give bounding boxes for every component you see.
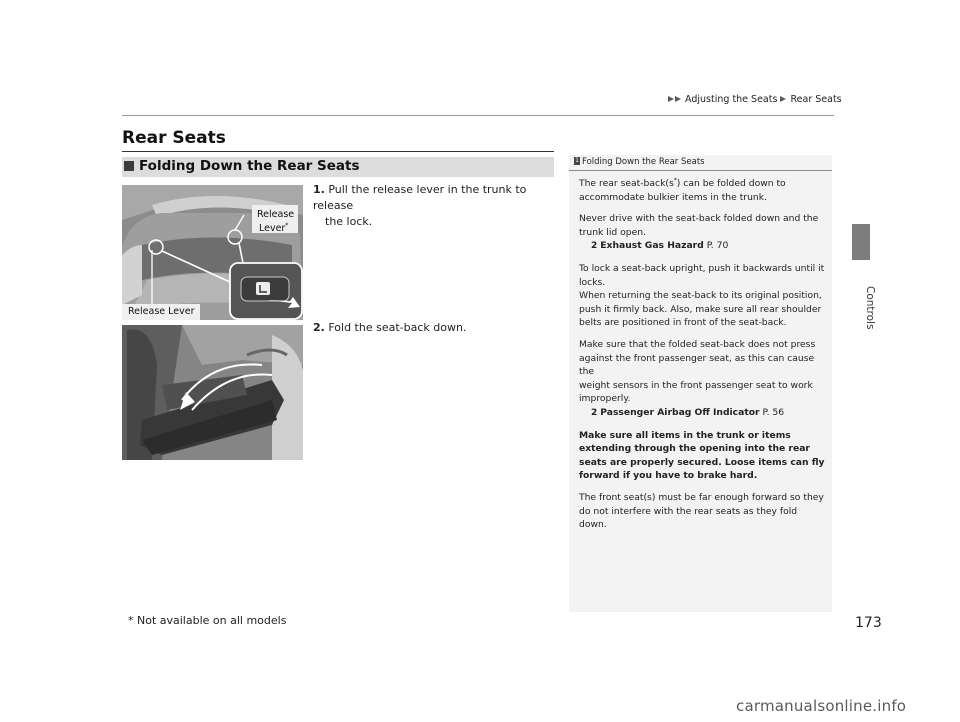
note-text: locks.	[579, 276, 606, 288]
cross-reference-icon: 2	[591, 241, 598, 252]
callout-release: Release	[257, 209, 295, 220]
watermark: carmanualsonline.info	[736, 697, 907, 715]
breadcrumb-item-rear-seats[interactable]: Rear Seats	[790, 94, 842, 105]
title-divider	[122, 151, 554, 152]
cross-reference-label[interactable]: Passenger Airbag Off Indicator	[600, 406, 760, 418]
note-paragraph	[579, 338, 827, 421]
instruction-step-1	[313, 182, 557, 230]
chapter-tab-marker	[852, 224, 870, 260]
cross-reference-icon: 2	[591, 407, 598, 418]
chapter-tab-label[interactable]: Controls	[864, 286, 876, 330]
note-marker-icon: 1	[575, 157, 579, 164]
step-text: Fold the seat-back down.	[328, 321, 467, 334]
cross-reference-page[interactable]: P. 56	[762, 406, 785, 418]
note-paragraph	[579, 491, 827, 532]
side-note-heading	[574, 157, 705, 167]
note-text: ) can be folded down to	[676, 178, 786, 190]
callout-lever-text: Lever	[259, 223, 286, 235]
callout-lever	[259, 220, 288, 234]
note-text: seats are properly secured. Loose items can fly	[579, 456, 825, 468]
note-text: weight sensors in the front passenger seat to work	[579, 379, 813, 391]
seat-fold-illustration	[122, 325, 303, 460]
breadcrumb-arrow-icon	[780, 96, 786, 102]
note-text: To lock a seat-back upright, push it backwards until it	[579, 263, 825, 275]
note-paragraph	[579, 212, 827, 254]
footnote-asterisk: *	[285, 222, 289, 229]
side-note-divider	[569, 170, 832, 171]
cross-reference-page[interactable]: P. 70	[706, 240, 729, 252]
footnote: * Not available on all models	[128, 614, 287, 627]
breadcrumb	[668, 94, 842, 105]
note-text: Make sure all items in the trunk or items	[579, 429, 791, 441]
note-text: accommodate bulkier items in the trunk.	[579, 191, 767, 203]
note-text: trunk lid open.	[579, 226, 646, 238]
callout-release-lever: Release Lever	[128, 306, 195, 317]
note-text: The front seat(s) must be far enough forward so they	[579, 491, 824, 503]
section-bullet-icon	[124, 161, 134, 171]
side-note-heading-text: Folding Down the Rear Seats	[582, 157, 705, 167]
step-text-continued: the lock.	[325, 215, 373, 228]
step-text: Pull the release lever in the trunk to release	[313, 183, 527, 212]
cross-reference-passenger-airbag[interactable]	[579, 407, 784, 418]
breadcrumb-item-adjusting-seats[interactable]: Adjusting the Seats	[685, 94, 778, 105]
footnote-asterisk: *	[673, 177, 677, 184]
page-number: 173	[855, 615, 882, 631]
page-title: Rear Seats	[122, 128, 226, 148]
side-note-body	[579, 174, 827, 540]
note-text: When returning the seat-back to its original position,	[579, 290, 822, 302]
note-text: down.	[579, 519, 607, 531]
note-text: do not interfere with the rear seats as they fold	[579, 505, 798, 517]
seat-folding-figure	[122, 325, 303, 460]
note-text: belts are positioned in front of the seat-back.	[579, 317, 787, 329]
step-number: 2.	[313, 321, 325, 334]
note-text: push it firmly back. Also, make sure all rear shoulder	[579, 303, 822, 315]
header-divider	[122, 115, 834, 116]
note-text: extending through the opening into the rear	[579, 443, 810, 455]
note-text: against the front passenger seat, as this can cause the	[579, 352, 815, 378]
note-text: The rear seat-back(s	[579, 178, 674, 190]
breadcrumb-arrow-icon	[675, 96, 681, 102]
note-text: forward if you have to brake hard.	[579, 470, 758, 482]
trunk-illustration	[122, 185, 303, 320]
note-text: improperly.	[579, 393, 631, 405]
trunk-release-lever-figure	[122, 185, 303, 320]
note-paragraph	[579, 174, 827, 204]
step-number: 1.	[313, 183, 325, 196]
breadcrumb-arrow-icon	[668, 96, 674, 102]
cross-reference-label[interactable]: Exhaust Gas Hazard	[600, 240, 704, 252]
note-text: Make sure that the folded seat-back does not press	[579, 339, 816, 350]
note-text: Never drive with the seat-back folded down and the	[579, 213, 819, 225]
instruction-step-2	[313, 320, 557, 336]
note-paragraph	[579, 262, 827, 330]
section-title: Folding Down the Rear Seats	[139, 158, 360, 174]
cross-reference-exhaust-gas-hazard[interactable]	[579, 240, 728, 251]
note-warning-paragraph	[579, 429, 827, 483]
